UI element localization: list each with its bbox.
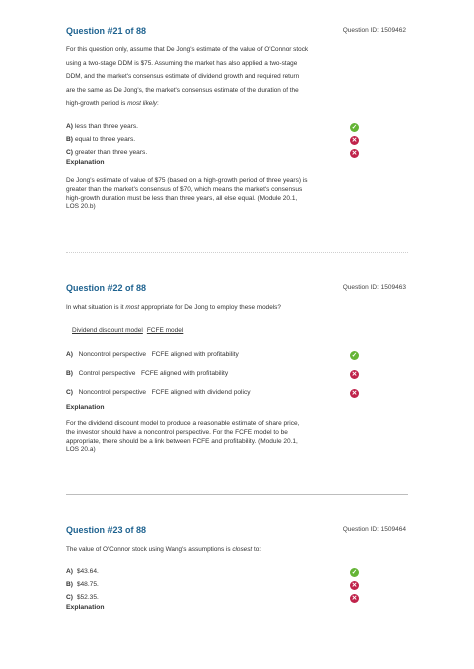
check-circle-icon: ✓: [351, 569, 358, 576]
answer-c[interactable]: C) Noncontrol perspective FCFE aligned with dividend policy: [66, 389, 251, 396]
question-title: Question #23 of 88: [66, 525, 147, 535]
question-title: Question #21 of 88: [66, 26, 147, 36]
explanation-text: For the dividend discount model to produce a reasonable estimate of share price, the investor should have a noncontrol perspective. For the FCFE model to be appropriate, there should be a link between FCFE and profitability. (Module 20.1, LOS 20.a): [66, 420, 300, 454]
x-circle-icon: ✕: [351, 137, 358, 144]
answer-b[interactable]: B) $48.75.: [66, 581, 99, 588]
answer-b[interactable]: B) equal to three years.: [66, 136, 136, 143]
answer-b[interactable]: B) Control perspective FCFE aligned with profitability: [66, 370, 229, 377]
divider: [66, 252, 408, 253]
answer-a[interactable]: A) Noncontrol perspective FCFE aligned with profitability: [66, 351, 239, 358]
x-circle-icon: ✕: [351, 371, 358, 378]
divider: [66, 494, 408, 495]
x-circle-icon: ✕: [351, 150, 358, 157]
check-circle-icon: ✓: [351, 352, 358, 359]
x-circle-icon: ✕: [351, 390, 358, 397]
question-id: Question ID: 1509464: [342, 526, 406, 533]
question-stem: In what situation is it most appropriate for De Jong to employ these models?: [66, 304, 281, 311]
question-id: Question ID: 1509462: [342, 27, 406, 34]
question-stem: The value of O'Connor stock using Wang's assumptions is closest to:: [66, 546, 262, 553]
answer-a[interactable]: A) $43.64.: [66, 568, 99, 575]
check-circle-icon: ✓: [351, 124, 358, 131]
question-stem: For this question only, assume that De Jong's estimate of the value of O'Connor stock using a two-stage DDM is $75. Assuming the market has also applied a two-stage DDM, and the market's consensus estimate of dividend growth and required return are the same as De Jong's, the market's consensus estimate of the duration of the high-growth period is most likely:: [66, 46, 309, 108]
answer-c[interactable]: C) greater than three years.: [66, 149, 148, 156]
answer-c[interactable]: C) $52.35.: [66, 594, 99, 601]
explanation-heading: Explanation: [66, 604, 105, 611]
question-id: Question ID: 1509463: [342, 284, 406, 291]
x-circle-icon: ✕: [351, 595, 358, 602]
column-header-fcfe: FCFE model: [146, 327, 184, 334]
explanation-heading: Explanation: [66, 159, 105, 166]
explanation-text: De Jong's estimate of value of $75 (based on a high-growth period of three years) is greater than the market's consensus of $70, which means the market's consensus high-growth duration must be less than three years, all else equal. (Module 20.1, LOS 20.b): [66, 177, 308, 211]
explanation-heading: Explanation: [66, 404, 105, 411]
question-title: Question #22 of 88: [66, 283, 147, 293]
column-headers: [72, 327, 187, 334]
column-header-ddm: Dividend discount model: [72, 327, 143, 334]
answer-a[interactable]: A) less than three years.: [66, 123, 139, 130]
x-circle-icon: ✕: [351, 582, 358, 589]
